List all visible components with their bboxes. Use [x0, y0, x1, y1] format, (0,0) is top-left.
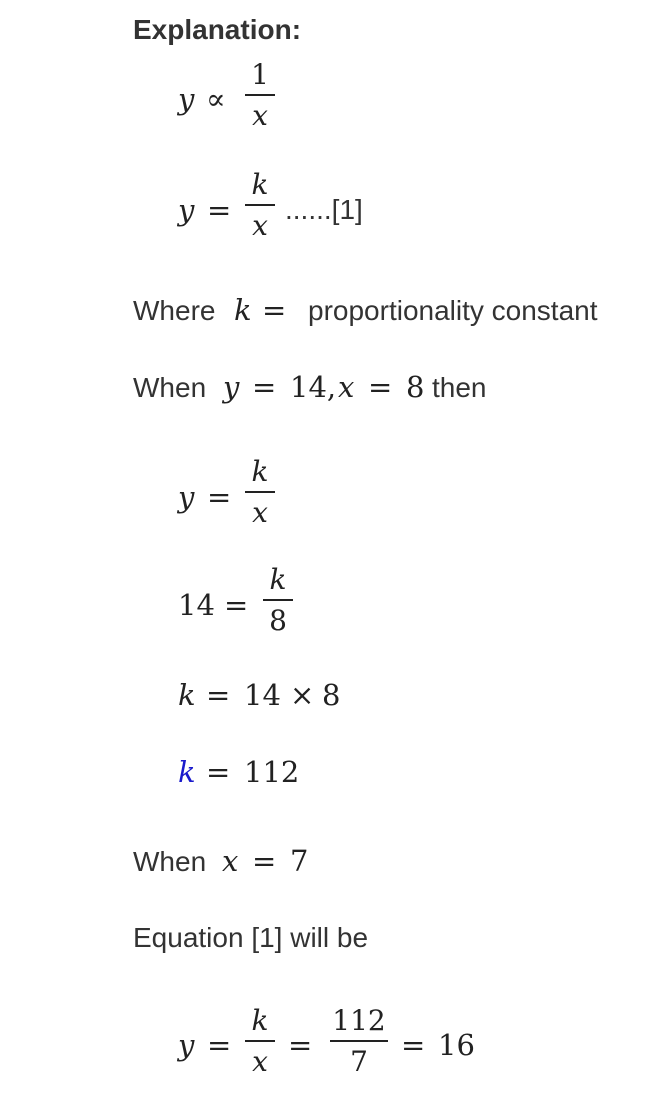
- when1-value-y: 14,: [290, 370, 337, 404]
- eq5-relation: =: [206, 678, 231, 712]
- eq4-numerator: k: [269, 563, 287, 596]
- eq4-fraction: [263, 563, 293, 638]
- where-text: proportionality constant: [308, 295, 598, 326]
- eq1-fraction-bar: [245, 94, 275, 96]
- when2-prefix: When: [133, 846, 207, 877]
- eq5-operator: ×: [290, 678, 315, 712]
- eq7-relation-3: =: [401, 1028, 426, 1062]
- equation-note: Equation [1] will be: [133, 922, 369, 953]
- eq7-numerator-1: k: [251, 1004, 269, 1037]
- eq7-fraction-bar-2: [330, 1040, 388, 1042]
- eq3-fraction: [245, 455, 275, 530]
- eq1-numerator: 1: [251, 58, 269, 91]
- eq7-fraction-bar-1: [245, 1040, 275, 1042]
- eq4-lhs: 14: [178, 588, 215, 622]
- explanation-heading: Explanation:: [133, 14, 302, 45]
- eq3-denominator: x: [252, 496, 268, 529]
- where-prefix: Where: [133, 295, 216, 326]
- eq7-relation-2: =: [288, 1028, 313, 1062]
- eq2-fraction-bar: [245, 204, 275, 206]
- eq5-lhs: k: [178, 678, 196, 712]
- when2-var: x: [222, 844, 239, 878]
- eq1-denominator: x: [252, 99, 268, 132]
- eq7-relation-1: =: [207, 1028, 232, 1062]
- eq1-fraction: [245, 58, 275, 133]
- eq2-tag: ......[1]: [285, 194, 363, 225]
- eq4-denominator: 8: [269, 604, 287, 637]
- when1-var-y: y: [223, 370, 240, 404]
- eq2-numerator: k: [251, 168, 269, 201]
- eq6-lhs: k: [178, 755, 196, 789]
- eq7-fraction-1: [245, 1004, 275, 1079]
- eq2-relation: =: [207, 193, 232, 227]
- eq1-lhs: y: [178, 82, 195, 116]
- eq2-fraction: [245, 168, 275, 243]
- eq3-lhs: y: [178, 480, 195, 514]
- when1-relation-1: =: [252, 370, 277, 404]
- eq1-relation: ∝: [206, 82, 226, 116]
- eq7-denominator-2: 7: [350, 1045, 368, 1078]
- eq5-factor-b: 8: [322, 678, 341, 712]
- eq6-relation: =: [206, 755, 231, 789]
- eq2-lhs: y: [178, 193, 195, 227]
- eq7-fraction-2: [330, 1004, 388, 1079]
- when1-value-x: 8: [406, 370, 425, 404]
- where-relation: =: [262, 293, 287, 327]
- eq6-value: 112: [244, 755, 300, 789]
- when1-prefix: When: [133, 372, 207, 403]
- where-var: k: [234, 293, 252, 327]
- eq7-lhs: y: [178, 1028, 195, 1062]
- eq5-factor-a: 14: [244, 678, 281, 712]
- eq4-fraction-bar: [263, 599, 293, 601]
- eq2-denominator: x: [252, 209, 268, 242]
- eq4-relation: =: [224, 588, 249, 622]
- eq3-relation: =: [207, 480, 232, 514]
- eq7-denominator-1: x: [252, 1045, 268, 1078]
- when2-value: 7: [290, 844, 309, 878]
- when1-suffix: then: [432, 372, 487, 403]
- eq7-numerator-2: 112: [332, 1004, 386, 1037]
- eq3-fraction-bar: [245, 491, 275, 493]
- when2-relation: =: [252, 844, 277, 878]
- when1-relation-2: =: [368, 370, 393, 404]
- when1-var-x: x: [338, 370, 355, 404]
- eq7-result: 16: [438, 1028, 475, 1062]
- eq3-numerator: k: [251, 455, 269, 488]
